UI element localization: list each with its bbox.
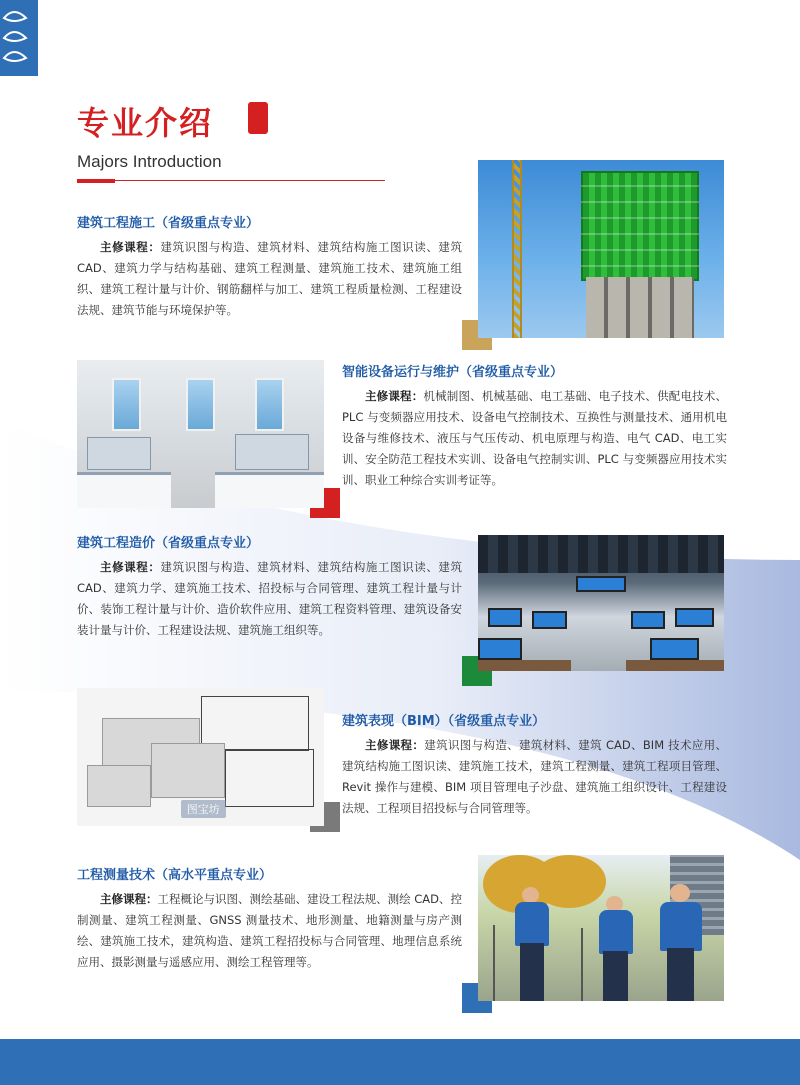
major-section-1 xyxy=(77,212,462,321)
major-courses xyxy=(77,557,462,641)
footer-bar xyxy=(0,1039,800,1085)
courses-text: 建筑识图与构造、建筑材料、建筑结构施工图识读、建筑 CAD、建筑力学、建筑施工技术、招投标与合同管理、建筑工程计量与计价、装饰工程计量与计价、造价软件应用、建筑工程资料管理、建筑设备安装计量与计价、工程建设法规、建筑施工组织等。 xyxy=(77,560,463,637)
courses-label: 主修课程： xyxy=(100,240,161,254)
major-name: 工程测量技术（高水平重点专业） xyxy=(77,868,273,883)
courses-label: 主修课程： xyxy=(100,560,161,574)
computer-room-photo xyxy=(478,535,724,671)
survey-students-photo xyxy=(478,855,724,1001)
page-subtitle: Majors Introduction xyxy=(77,152,222,171)
major-courses xyxy=(342,735,727,819)
major-section-3 xyxy=(77,532,462,641)
major-courses xyxy=(77,889,462,973)
major-name: 建筑工程造价（省级重点专业） xyxy=(77,536,260,551)
title-divider-accent xyxy=(77,179,115,183)
major-name: 建筑工程施工（省级重点专业） xyxy=(77,216,260,231)
courses-text: 建筑识图与构造、建筑材料、建筑结构施工图识读、建筑 CAD、建筑力学与结构基础、建筑工程测量、建筑施工技术、建筑施工组织、建筑工程计量与计价、钢筋翻样与加工、建筑工程质量检测、工程建设法规、建筑节能与环境保护等。 xyxy=(77,240,463,317)
courses-label: 主修课程： xyxy=(365,738,425,752)
major-courses xyxy=(77,237,462,321)
courses-text: 建筑识图与构造、建筑材料、建筑 CAD、BIM 技术应用、建筑结构施工图识读、建筑施工技术，建筑工程测量、建筑工程项目管理、Revit 操作与建模、BIM 项目管理电子沙盘、建筑施工组织设计、工程建设法规、工程项目招投标与合同管理等。 xyxy=(342,738,728,815)
construction-building-photo xyxy=(478,160,724,338)
seal-icon xyxy=(248,102,268,134)
major-name: 智能设备运行与维护（省级重点专业） xyxy=(342,365,564,380)
courses-text: 工程概论与识图、测绘基础、建设工程法规、测绘 CAD、控制测量、建筑工程测量、GNSS 测量技术、地形测量、地籍测量与房产测绘、建筑施工技术，建筑构造、建筑工程招投标与合同管理、地理信息系统应用、摄影测量与遥感应用、测绘工程管理等。 xyxy=(77,892,462,969)
major-section-4 xyxy=(342,710,727,819)
major-name: 建筑表现（BIM）（省级重点专业） xyxy=(342,714,546,729)
title-divider xyxy=(77,180,385,181)
major-courses xyxy=(342,386,727,491)
courses-label: 主修课程： xyxy=(365,389,424,403)
corner-decoration xyxy=(0,0,38,76)
courses-text: 机械制图、机械基础、电工基础、电子技术、供配电技术、PLC 与变频器应用技术、设备电气控制技术、互换性与测量技术、通用机电设备与维修技术、液压与气压传动、机电原理与构造、电气 CAD、电工实训、安全防范工程技术实训、设备电气控制实训、PLC 与变频器应用技术实训、职业工种综合实训考证等。 xyxy=(342,389,728,487)
major-section-5 xyxy=(77,864,462,973)
page-title: 专业介绍 xyxy=(77,104,214,142)
bim-model-photo xyxy=(77,688,324,826)
equipment-lab-photo xyxy=(77,360,324,508)
major-section-2 xyxy=(342,361,727,491)
courses-label: 主修课程： xyxy=(100,892,158,906)
watermark-text: 图宝坊 xyxy=(181,800,226,818)
